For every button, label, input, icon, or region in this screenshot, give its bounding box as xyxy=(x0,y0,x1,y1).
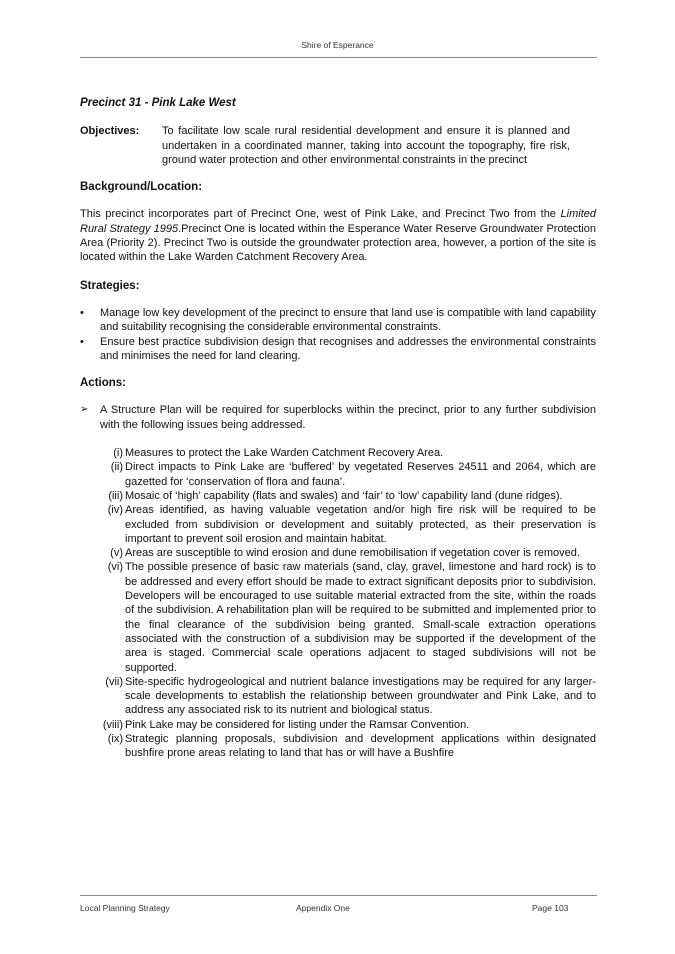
item-number: (vi) xyxy=(107,561,123,574)
footer-document-title: Local Planning Strategy xyxy=(80,903,170,913)
actions-heading: Actions: xyxy=(80,377,126,390)
item-number: (ii) xyxy=(110,461,123,474)
item-number: (vii) xyxy=(105,675,123,688)
list-item xyxy=(99,460,596,489)
list-item-text: Direct impacts to Pink Lake are ‘buffered’ by vegetated Reserves 24511 and 2064, which are gazetted for ‘conservation of flora and fauna’. xyxy=(125,461,596,488)
item-number: (ix) xyxy=(107,732,123,745)
list-item xyxy=(99,675,596,718)
action-item xyxy=(80,403,596,432)
objectives-block xyxy=(80,124,596,167)
list-item xyxy=(99,503,596,546)
precinct-title: Precinct 31 - Pink Lake West xyxy=(80,97,236,109)
strategies-list xyxy=(80,306,596,363)
list-item-text: Site-specific hydrogeological and nutrient balance investigations may be required for any larger-scale developments to establish the relationship between groundwater and Pink Lake, and to address any associated risk to its nutrient and biological status. xyxy=(125,675,596,717)
list-item-text: Strategic planning proposals, subdivision and development applications within designated bushfire prone areas relating to land that has or will have a Bushfire xyxy=(125,732,596,760)
arrow-bullet-icon: ➢ xyxy=(80,404,89,416)
bullet-icon: • xyxy=(80,306,84,319)
list-item xyxy=(99,560,596,674)
header-rule xyxy=(80,57,597,58)
background-text-part: .Precinct One is located within the Esperance Water Reserve Groundwater Protection Area (Priority 2). Precinct Two is outside the groundwater protection area, however, a portion of the site is located within the Lake Warden Catchment Recovery Area. xyxy=(80,222,596,264)
objectives-label: Objectives: xyxy=(80,125,140,138)
strategies-heading: Strategies: xyxy=(80,279,140,292)
list-item xyxy=(99,732,596,761)
list-item xyxy=(99,546,596,560)
background-text-part: This precinct incorporates part of Precinct One, west of Pink Lake, and Precinct Two from the xyxy=(80,208,561,221)
list-item-text: The possible presence of basic raw materials (sand, clay, gravel, limestone and hard rock) is to be addressed and every effort should be made to extract significant deposits prior to subdivision. Developers will be encouraged to use suitable material extracted from the site, within the roads of the subdivision. A rehabilitation plan will be required to be submitted and implemented prior to the final clearance of the subdivision being granted. Small-scale extraction operations associated with the construction of a subdivision may be supported if the development of the area is staged. Commercial scale operations adjacent to staged subdivisions will not be supported. xyxy=(125,561,596,674)
action-intro: A Structure Plan will be required for superblocks within the precinct, prior to any further subdivision with the following issues being addressed. xyxy=(100,404,596,431)
running-header: Shire of Esperance xyxy=(301,40,374,50)
background-paragraph xyxy=(80,207,596,264)
footer-rule xyxy=(80,895,597,896)
issues-list xyxy=(80,446,596,761)
list-item-text: Mosaic of ‘high’ capability (flats and swales) and ‘fair’ to ‘low’ capability land (dune ridges). xyxy=(125,489,563,502)
footer-page-number: Page 103 xyxy=(532,903,569,913)
list-item-text: Areas are susceptible to wind erosion and dune remobilisation if vegetation cover is removed. xyxy=(125,547,580,560)
item-number: (viii) xyxy=(102,718,123,731)
list-item xyxy=(99,446,596,460)
list-item xyxy=(80,335,596,364)
bullet-icon: • xyxy=(80,335,84,348)
objectives-text: To facilitate low scale rural residential development and ensure it is planned and undertaken in a coordinated manner, taking into account the topography, fire risk, ground water protection and other environmental constraints in the precinct xyxy=(162,125,570,166)
list-item xyxy=(99,489,596,503)
list-item-text: Manage low key development of the precinct to ensure that land use is compatible with land capability and suitability recognising the considerable environmental constraints. xyxy=(100,306,596,334)
list-item xyxy=(80,306,596,335)
list-item-text: Ensure best practice subdivision design that recognises and addresses the environmental constraints and minimises the need for land clearing. xyxy=(100,335,596,362)
item-number: (iii) xyxy=(108,489,123,502)
list-item-text: Areas identified, as having valuable vegetation and/or high fire risk will be required to be excluded from subdivision or development and suitably protected, as their preservation is important to prevent soil erosion and maintain habitat. xyxy=(125,504,596,545)
item-number: (v) xyxy=(110,547,123,560)
list-item-text: Measures to protect the Lake Warden Catchment Recovery Area. xyxy=(125,447,444,460)
list-item-text: Pink Lake may be considered for listing under the Ramsar Convention. xyxy=(125,718,470,731)
footer-section: Appendix One xyxy=(296,903,350,913)
item-number: (i) xyxy=(113,447,123,460)
page-content xyxy=(80,96,596,761)
item-number: (iv) xyxy=(107,504,123,517)
background-heading: Background/Location: xyxy=(80,181,203,194)
strategy-reference: Limited Rural Strategy 1995 xyxy=(80,208,596,235)
list-item xyxy=(99,718,596,732)
